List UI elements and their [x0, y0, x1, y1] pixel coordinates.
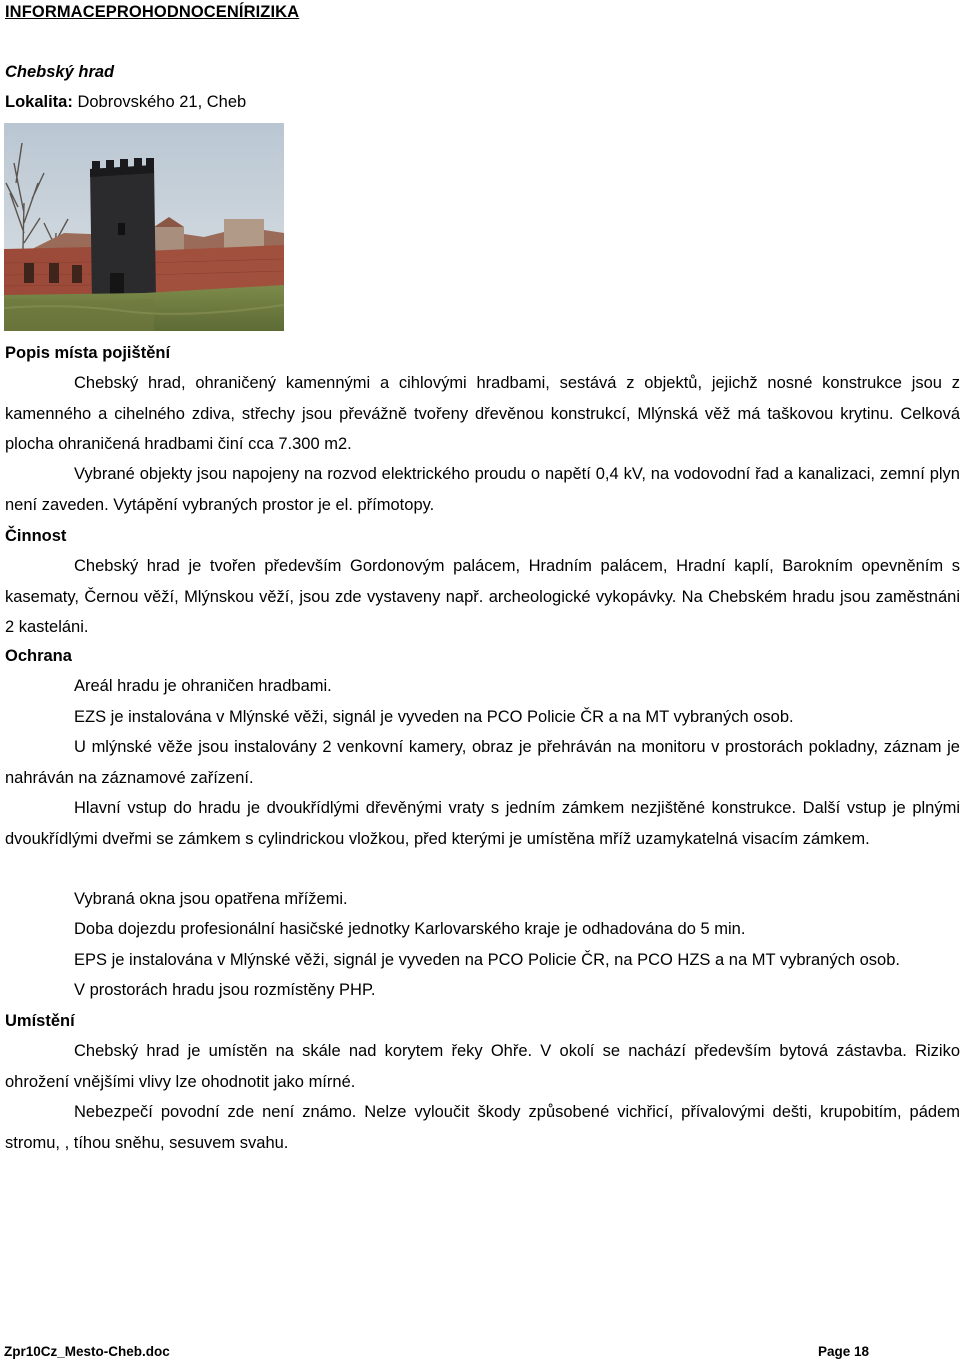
popis-paragraph-2: Vybrané objekty jsou napojeny na rozvod elektrického proudu o napětí 0,4 kV, na vodovodní řad a kanalizaci, zemní plyn není zaveden. Vytápění vybraných prostor je el. přímotopy. [5, 465, 960, 514]
location-value: Dobrovského 21, Cheb [72, 93, 247, 111]
popis-paragraph-1: Chebský hrad, ohraničený kamennými a cihlovými hradbami, sestává z objektů, jejichž nosné konstrukce jsou z kamenného a cihelného zdiva, střechy jsou převážně tvořeny dřevěnou konstrukcí, Mlýnská věž má taškovou krytinu. Celková plocha ohraničená hradbami činí cca 7.300 m2. [5, 374, 960, 453]
heading-umisteni: Umístění [5, 1012, 75, 1030]
ochrana-paragraph-5: Vybraná okna jsou opatřena mřížemi. [74, 890, 348, 908]
umisteni-paragraph-2: Nebezpečí povodní zde není známo. Nelze vyloučit škody způsobené vichřicí, přívalovými dešti, krupobitím, pádem stromu, , tíhou sněhu, sesuvem svahu. [5, 1103, 960, 1152]
footer-page-number: Page 18 [818, 1344, 870, 1359]
ochrana-paragraph-3: U mlýnské věže jsou instalovány 2 venkovní kamery, obraz je přehráván na monitoru v prostorách pokladny, záznam je nahráván na záznamové zařízení. [5, 738, 960, 787]
heading-ochrana: Ochrana [5, 647, 72, 665]
ochrana-paragraph-1: Areál hradu je ohraničen hradbami. [74, 677, 332, 695]
umisteni-paragraph-1: Chebský hrad je umístěn na skále nad korytem řeky Ohře. V okolí se nachází především bytová zástavba. Riziko ohrožení vnějšími vlivy lze ohodnotit jako mírné. [5, 1042, 960, 1091]
footer-filename: Zpr10Cz_Mesto-Cheb.doc [4, 1344, 170, 1359]
castle-name: Chebský hrad [5, 63, 115, 81]
castle-photo [4, 123, 284, 331]
cinnost-paragraph-1: Chebský hrad je tvořen především Gordonovým palácem, Hradním palácem, Hradní kaplí, Barokním opevněním s kasematy, Černou věží, Mlýnskou věží, jsou zde vystaveny např. archeologické vykopávky. Na Chebském hradu jsou zaměstnáni 2 kasteláni. [5, 557, 960, 636]
location-line [5, 93, 246, 112]
document-header-title: INFORMACEPROHODNOCENÍRIZIKA [5, 3, 300, 21]
heading-cinnost: Činnost [5, 527, 67, 545]
ochrana-paragraph-7: EPS je instalována v Mlýnské věži, signál je vyveden na PCO Policie ČR, na PCO HZS a na MT vybraných osob. [74, 951, 900, 969]
location-label: Lokalita: [5, 93, 73, 111]
heading-popis: Popis místa pojištění [5, 344, 171, 362]
ochrana-paragraph-2: EZS je instalována v Mlýnské věži, signál je vyveden na PCO Policie ČR a na MT vybraných osob. [74, 708, 794, 726]
ochrana-paragraph-6: Doba dojezdu profesionální hasičské jednotky Karlovarského kraje je odhadována do 5 min. [74, 920, 746, 938]
ochrana-paragraph-8: V prostorách hradu jsou rozmístěny PHP. [74, 981, 376, 999]
ochrana-paragraph-4: Hlavní vstup do hradu je dvoukřídlými dřevěnými vraty s jedním zámkem nezjištěné konstrukce. Další vstup je plnými dvoukřídlými dveřmi se zámkem s cylindrickou vložkou, před kterými je umístěna mříž uzamykatelná visacím zámkem. [5, 799, 960, 848]
